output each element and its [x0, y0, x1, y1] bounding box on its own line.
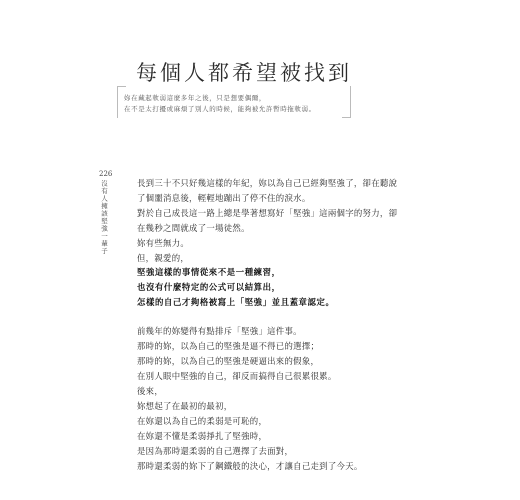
body-line: 在幾秒之間就成了一場徒然。 — [137, 223, 250, 233]
body-line: 但，親愛的， — [137, 253, 190, 263]
quote-line-2: 在不是太打擾或麻煩了別人的時候，能夠被允許暫時拖軟弱。 — [124, 105, 316, 113]
body-line: 前幾年的妳變得有點排斥「堅強」這件事。 — [137, 326, 302, 336]
emphasis-line: 怎樣的自己才夠格被寫上「堅強」並且蓋章認定。 — [137, 297, 335, 307]
running-head: 沒有人擁該堅強一輩子 — [100, 180, 108, 255]
frame-corner-top-left — [118, 86, 126, 87]
body-line: 了個噩消息後，輕輕地蹦出了停不住的淚水。 — [137, 193, 311, 203]
body-line: 妳想起了在最初的最初， — [137, 401, 233, 411]
body-line: 在妳還不懂是柔弱掙扎了堅強時， — [137, 431, 268, 441]
chapter-title: 每個人都希望被找到 — [136, 61, 352, 85]
body-line: 那時的妳，以為自己的堅強是硬逼出來的假象， — [137, 356, 320, 366]
body-line: 妳有些無力。 — [137, 238, 190, 248]
page-number: 226 — [99, 170, 113, 178]
emphasis-line: 也沒有什麼特定的公式可以結算出， — [137, 282, 281, 292]
body-line: 對於自己成長這一路上總是學著想寫好「堅強」這兩個字的努力，卻 — [137, 208, 398, 218]
body-line: 在別人眼中堅強的自己，卻反而搞得自己很累很累。 — [137, 371, 337, 381]
quote-line-1: 妳在藏起軟弱這麼多年之後，只是想要偶爾， — [124, 94, 266, 102]
body-line: 後來， — [137, 386, 164, 396]
body-line: 那時還柔弱的妳下了鋼鐵般的決心，才讓自己走到了今天。 — [137, 461, 363, 471]
body-line: 是因為那時還柔弱的自己選擇了去面對， — [137, 446, 294, 456]
quote-frame — [117, 86, 351, 118]
frame-corner-bottom-right — [342, 117, 350, 118]
body-line: 在妳還以為自己的柔弱是可恥的， — [137, 416, 268, 426]
emphasis-line: 堅強這樣的事情從來不是一種練習， — [137, 267, 281, 277]
body-line: 長到三十不只好幾這樣的年紀，妳以為自己已經夠堅強了，卻在聽說 — [137, 178, 398, 188]
body-line: 那時的妳，以為自己的堅強是逼不得已的選擇； — [137, 341, 320, 351]
